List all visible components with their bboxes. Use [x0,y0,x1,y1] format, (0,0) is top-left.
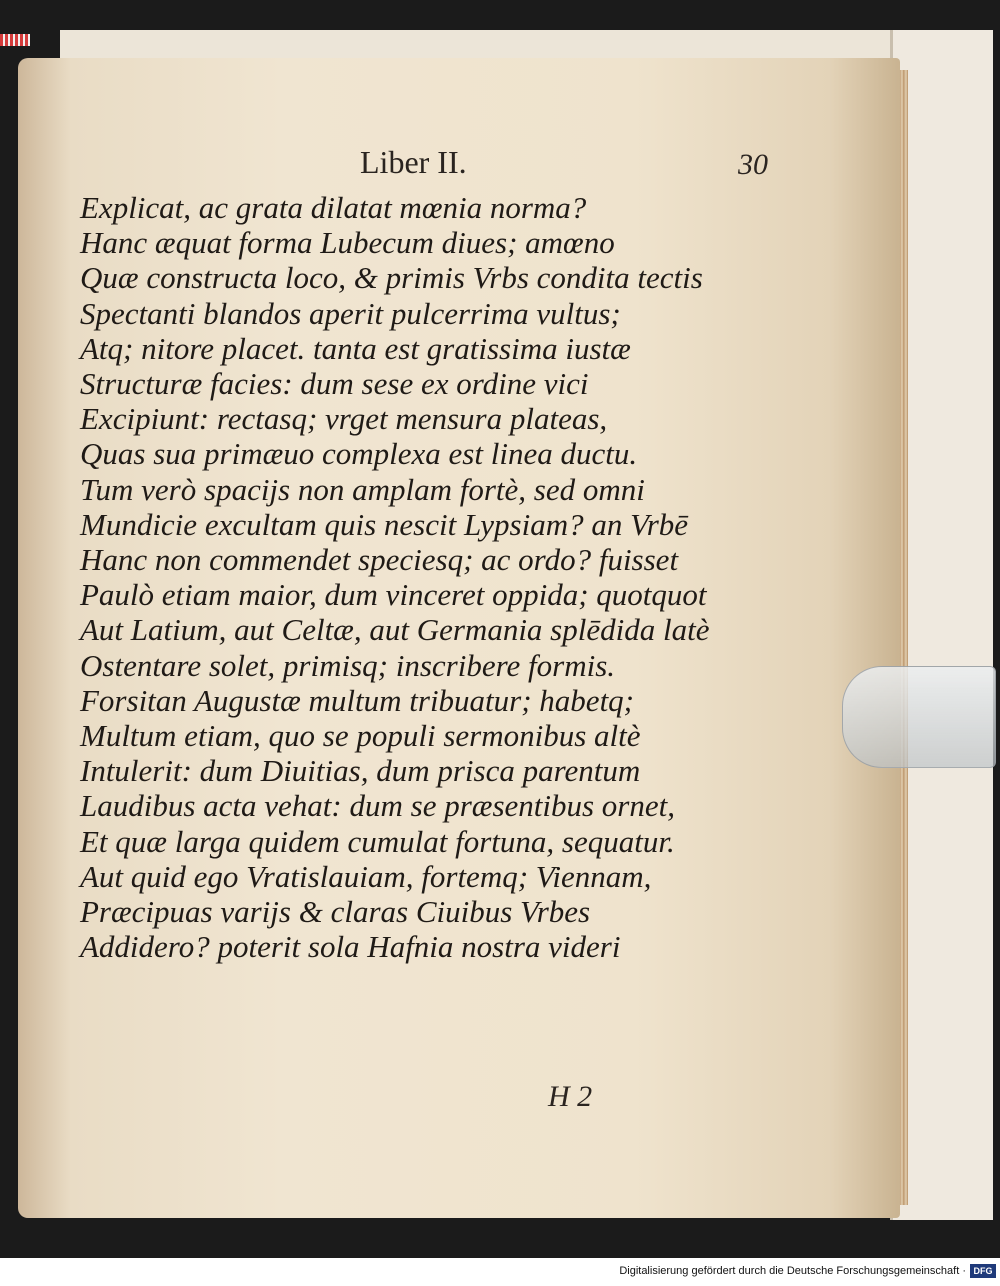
text-line: Paulò etiam maior, dum vinceret oppida; quotquot [80,577,707,613]
red-bookmark-ribbon [0,34,30,46]
text-line: Multum etiam, quo se populi sermonibus altè [80,718,641,754]
dfg-logo-icon: DFG [970,1264,996,1278]
text-line: Mundicie excultam quis nescit Lypsiam? an Vrbē [80,506,689,542]
text-line: Hanc non commendet speciesq; ac ordo? fuisset [80,542,679,578]
text-line: Ostentare solet, primisq; inscribere formis. [80,647,616,683]
text-line: Quæ constructa loco, & primis Vrbs condita tectis [80,260,703,296]
page-header: Liber II. [360,144,467,180]
footer-credit: Digitalisierung gefördert durch die Deutsche Forschungsgemeinschaft · [619,1265,966,1277]
page-clip [842,666,996,768]
footer-bar [0,1258,1000,1286]
text-line: Tum verò spacijs non amplam fortè, sed omni [80,471,645,507]
text-line: Laudibus acta vehat: dum se præsentibus ornet, [80,788,675,824]
text-line: Et quæ larga quidem cumulat fortuna, sequatur. [80,823,675,859]
signature-mark: H 2 [548,1080,593,1113]
text-line: Atq; nitore placet. tanta est gratissima iustæ [80,330,631,366]
text-line: Aut quid ego Vratislauiam, fortemq; Viennam, [80,858,652,894]
text-line: Intulerit: dum Diuitias, dum prisca parentum [80,753,641,789]
text-line: Forsitan Augustæ multum tribuatur; habetq; [80,682,635,718]
text-line: Addidero? poterit sola Hafnia nostra videri [80,929,621,965]
text-line: Structuræ facies: dum sese ex ordine vici [80,366,589,402]
text-line: Quas sua primæuo complexa est linea ductu. [80,436,638,472]
text-line: Præcipuas varijs & claras Ciuibus Vrbes [80,894,591,930]
text-line: Spectanti blandos aperit pulcerrima vultus; [80,295,621,331]
text-line: Aut Latium, aut Celtæ, aut Germania splēdida latè [80,612,710,648]
text-line: Explicat, ac grata dilatat mœnia norma? [80,190,587,225]
text-line: Hanc æquat forma Lubecum diues; amœno [80,225,615,261]
page-number: 30 [738,148,768,181]
page-text [80,190,800,964]
text-line: Excipiunt: rectasq; vrget mensura plateas, [80,401,608,437]
